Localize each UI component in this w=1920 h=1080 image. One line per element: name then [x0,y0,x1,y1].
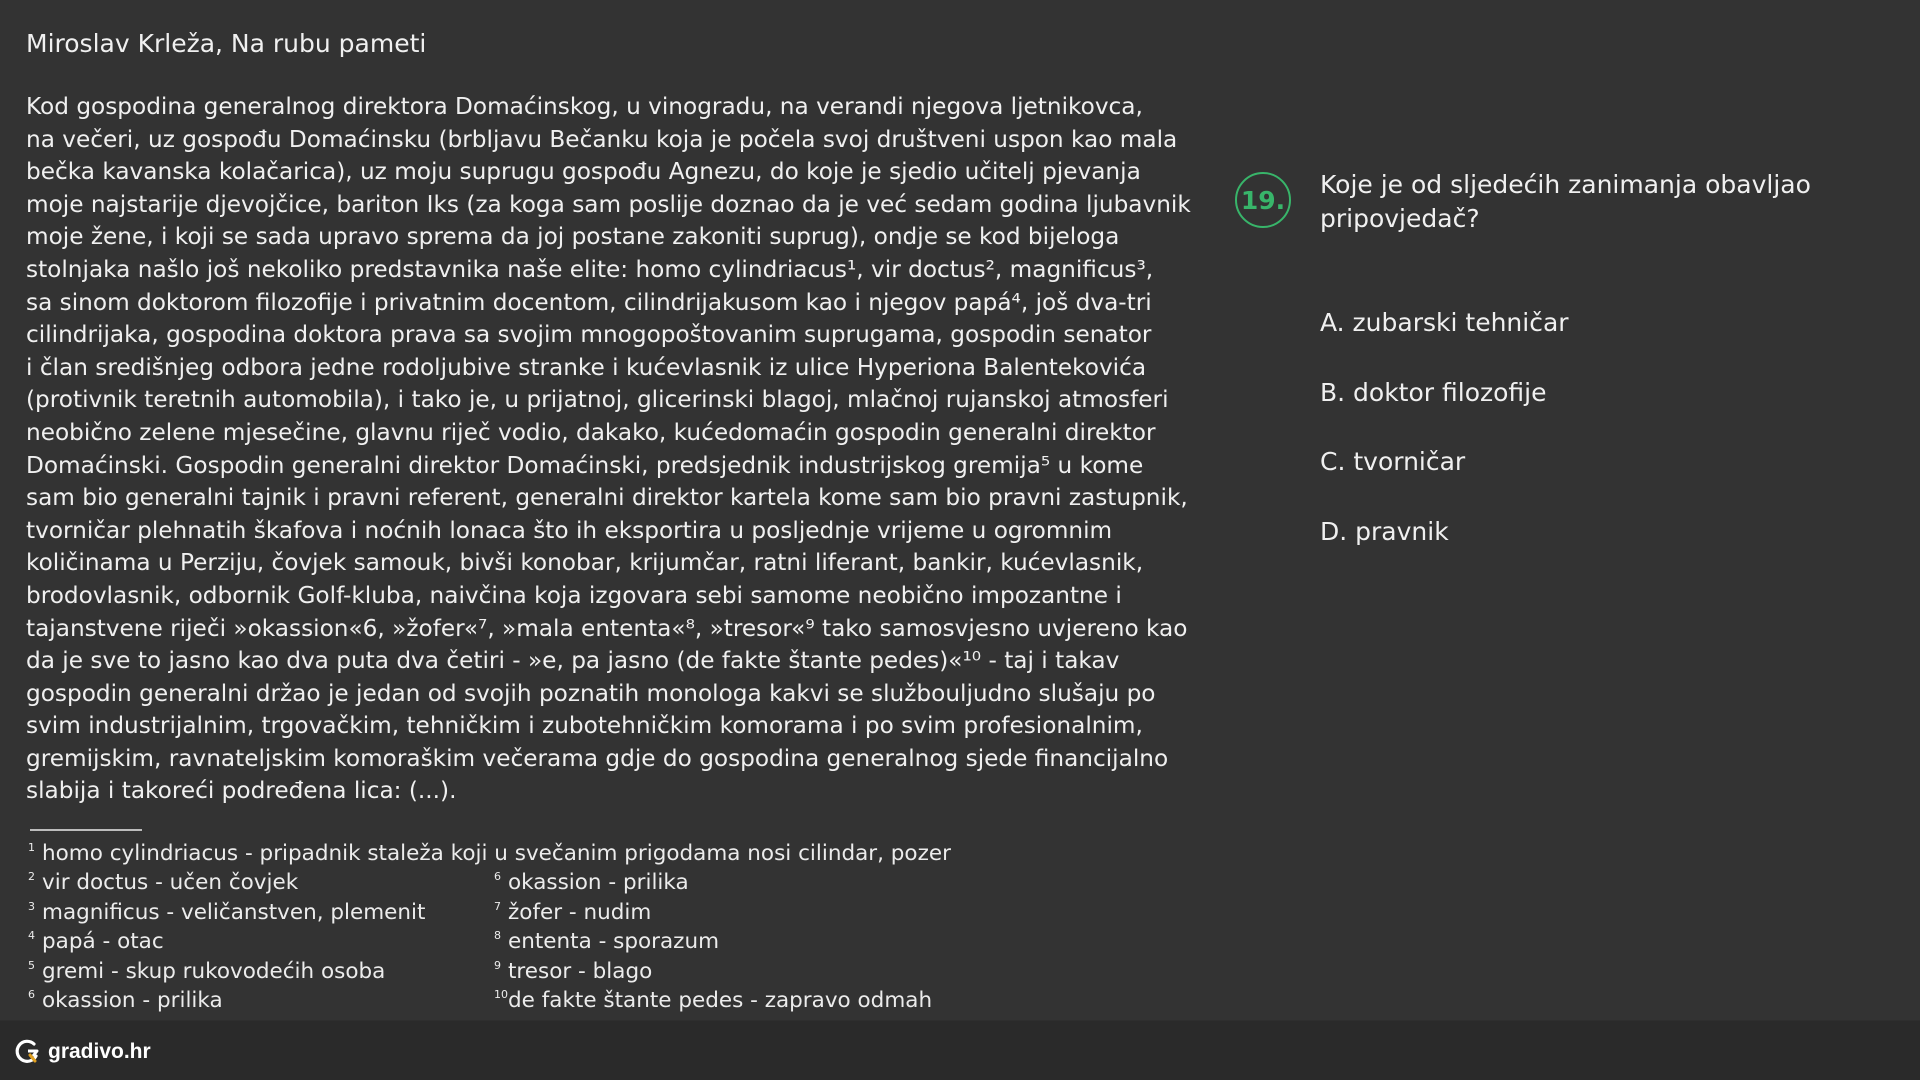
footnote-number: 8 [494,929,501,943]
passage-line: bečka kavanska kolačarica), uz moju suprugu gospođu Agnezu, do koje je sjedio učitelj pjevanja [26,158,1141,186]
passage-line: na večeri, uz gospođu Domaćinsku (brbljavu Bečanku koja je počela svoj društveni uspon kao mala [26,125,1178,153]
passage-line: cilindrijaka, gospodina doktora prava sa svojim mnogopoštovanim suprugama, gospodin senator [26,321,1152,349]
passage-line: tvorničar plehnatih škafova i noćnih lonaca što ih eksportira u posljednje vrijeme u ogromnim [26,516,1113,544]
answer-option-b[interactable]: B. doktor filozofije [1320,377,1547,407]
footnote-text: homo cylindriacus - pripadnik staleža koji u svečanim prigodama nosi cilindar, pozer [42,841,951,866]
passage-line: svim industrijalnim, trgovačkim, tehničkim i zubotehničkim komorama i po svim profesionalnim, [26,712,1143,740]
passage-line: (protivnik teretnih automobila), i tako je, u prijatnoj, glicerinski blagoj, mlačnoj rujanskoj atmosferi [26,386,1169,414]
footnote-number: 9 [494,958,501,972]
footnote-text: okassion - prilika [508,870,689,896]
answer-options [1320,305,1840,583]
passage-line: stolnjaka našlo još nekoliko predstavnika naše elite: homo cylindriacus¹, vir doctus², magnificus³, [26,255,1154,283]
answer-option-a[interactable]: A. zubarski tehničar [1320,308,1569,337]
footnote-number: 3 [28,899,35,913]
footer-bar [0,1020,1920,1080]
footnote-number: 10 [494,988,508,1001]
brand-logo[interactable] [14,1037,151,1067]
footnote-item [28,980,223,1015]
footnote-text: vir doctus - učen čovjek [42,870,299,896]
footnote-divider [30,829,142,831]
passage-line: Domaćinski. Gospodin generalni direktor Domaćinski, predsjednik industrijskog gremija⁵ u kome [26,451,1144,479]
passage-line: sa sinom doktorom filozofije i privatnim docentom, cilindrijakusom kao i njegov papá⁴, još dva-tri [26,288,1152,316]
passage-line: količinama u Perziju, čovjek samouk, bivši konobar, krijumčar, ratni liferant, bankir, kućevlasnik, [26,549,1144,577]
footnote-text: žofer - nudim [508,899,652,925]
footnote-number: 4 [28,929,35,943]
question-text: Koje je od sljedećih zanimanja obavljao pripovjedač? [1320,170,1811,233]
footnote-text: tresor - blago [508,958,653,984]
passage-line: gremijskim, ravnateljskim komoraškim večerama gdje do gospodina generalnog sjede financijalno [26,744,1169,772]
brand-name: gradivo.hr [48,1040,151,1063]
passage-line: brodovlasnik, odbornik Golf-kluba, naivčina koja izgovara sebi samome neobično impozantne i [26,581,1122,609]
footnote-number: 7 [494,899,501,913]
footnote-text: papá - otac [42,929,164,955]
passage-text [26,91,1206,808]
passage-line: gospodin generalni držao je jedan od svojih poznatih monologa kakvi se službouljudno slušaju po [26,679,1156,707]
passage-line: da je sve to jasno kao dva puta dva četiri - »e, pa jasno (de fakte štante pedes)«¹⁰ - taj i takav [26,647,1120,675]
answer-option-d[interactable]: D. pravnik [1320,516,1449,546]
footnote-item [494,980,932,1015]
footnote-number: 6 [28,988,35,1001]
passage-line: slabija i takoreći podređena lica: (...). [26,777,457,805]
footnote-text: de fakte štante pedes - zapravo odmah [508,988,933,1013]
footnote-number: 5 [28,958,35,972]
work-title: Miroslav Krleža, Na rubu pameti [26,29,427,58]
footnote-text: magnificus - veličanstven, plemenit [42,899,426,925]
answer-option-c[interactable]: C. tvorničar [1320,447,1466,476]
passage-line: Kod gospodina generalnog direktora Domaćinskog, u vinogradu, na verandi njegova ljetnikovca, [26,93,1143,120]
question-number-badge: 19. [1235,172,1291,228]
passage-line: neobično zelene mjesečine, glavnu riječ vodio, dakako, kućedomaćin gospodin generalni direktor [26,418,1156,446]
footnote-text: gremi - skup rukovodećih osoba [42,958,386,984]
passage-line: tajanstvene riječi »okassion«6, »žofer«⁷, »mala ententa«⁸, »tresor«⁹ tako samosvjesno uvjereno kao [26,614,1188,642]
passage-line: moje žene, i koji se sada upravo sprema da joj postane zakoniti suprug), ondje se kod bijeloga [26,223,1120,251]
footnote-text: okassion - prilika [42,988,223,1013]
passage-line: i član središnjeg odbora jedne rodoljubive stranke i kućevlasnik iz ulice Hyperiona Balentekovića [26,353,1147,381]
passage-line: sam bio generalni tajnik i pravni referent, generalni direktor kartela kome sam bio pravni zastupnik, [26,484,1188,512]
footnote-number: 1 [28,841,35,854]
footnote-number: 6 [494,870,501,884]
footnote-text: ententa - sporazum [508,929,720,955]
passage-line: moje najstarije djevojčice, bariton Iks (za koga sam poslije doznao da je već sedam godina ljubavnik [26,190,1191,218]
gradivo-logo-icon [14,1038,42,1066]
footnote-number: 2 [28,870,35,884]
